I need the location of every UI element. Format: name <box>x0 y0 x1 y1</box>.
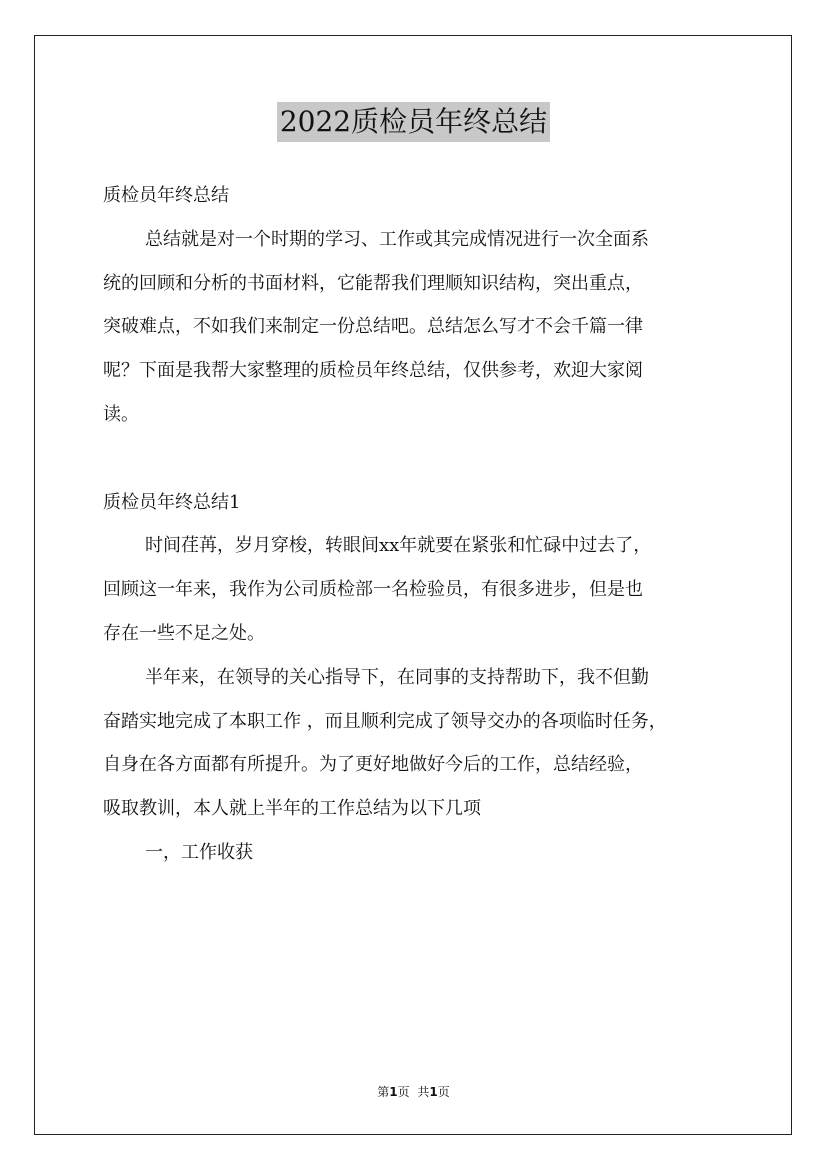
text-line: 奋踏实地完成了本职工作 ，而且顺利完成了领导交办的各项临时任务， <box>103 710 667 732</box>
text-line: 半年来，在领导的关心指导下，在同事的支持帮助下，我不但勤 <box>145 666 649 688</box>
title-container <box>0 102 827 142</box>
text-line: 总结就是对一个时期的学习、工作或其完成情况进行一次全面系 <box>145 228 649 250</box>
text-line: 突破难点，不如我们来制定一份总结吧。总结怎么写才不会千篇一律 <box>103 316 643 338</box>
footer-page-number: 1 <box>389 1085 398 1099</box>
text-line: 统的回顾和分析的书面材料，它能帮我们理顺知识结构，突出重点， <box>103 272 643 294</box>
footer-total-prefix: 共 <box>417 1085 430 1099</box>
page-footer <box>0 1082 827 1102</box>
text-line: 自身在各方面都有所提升。为了更好地做好今后的工作，总结经验， <box>103 754 643 776</box>
text-line: 时间荏苒，岁月穿梭，转眼间xx年就要在紧张和忙碌中过去了， <box>145 535 652 557</box>
footer-page-suffix: 页 <box>397 1085 410 1099</box>
text-line: 吸取教训，本人就上半年的工作总结为以下几项 <box>103 798 481 820</box>
text-line: 回顾这一年来，我作为公司质检部一名检验员，有很多进步，但是也 <box>103 579 643 601</box>
document-body <box>103 174 743 875</box>
text-line: 读。 <box>103 403 139 425</box>
footer-total-suffix: 页 <box>437 1085 450 1099</box>
text-line: 一，工作收获 <box>145 841 253 863</box>
text-line: 质检员年终总结 <box>103 185 229 206</box>
text-line: 呢？下面是我帮大家整理的质检员年终总结，仅供参考，欢迎大家阅 <box>103 360 643 382</box>
footer-total-number: 1 <box>429 1085 438 1099</box>
footer-page-prefix: 第 <box>377 1085 390 1099</box>
text-line: 质检员年终总结1 <box>103 491 241 513</box>
text-line: 存在一些不足之处。 <box>103 622 265 644</box>
document-title: 2022质检员年终总结 <box>277 102 550 142</box>
blank-line <box>103 437 743 481</box>
